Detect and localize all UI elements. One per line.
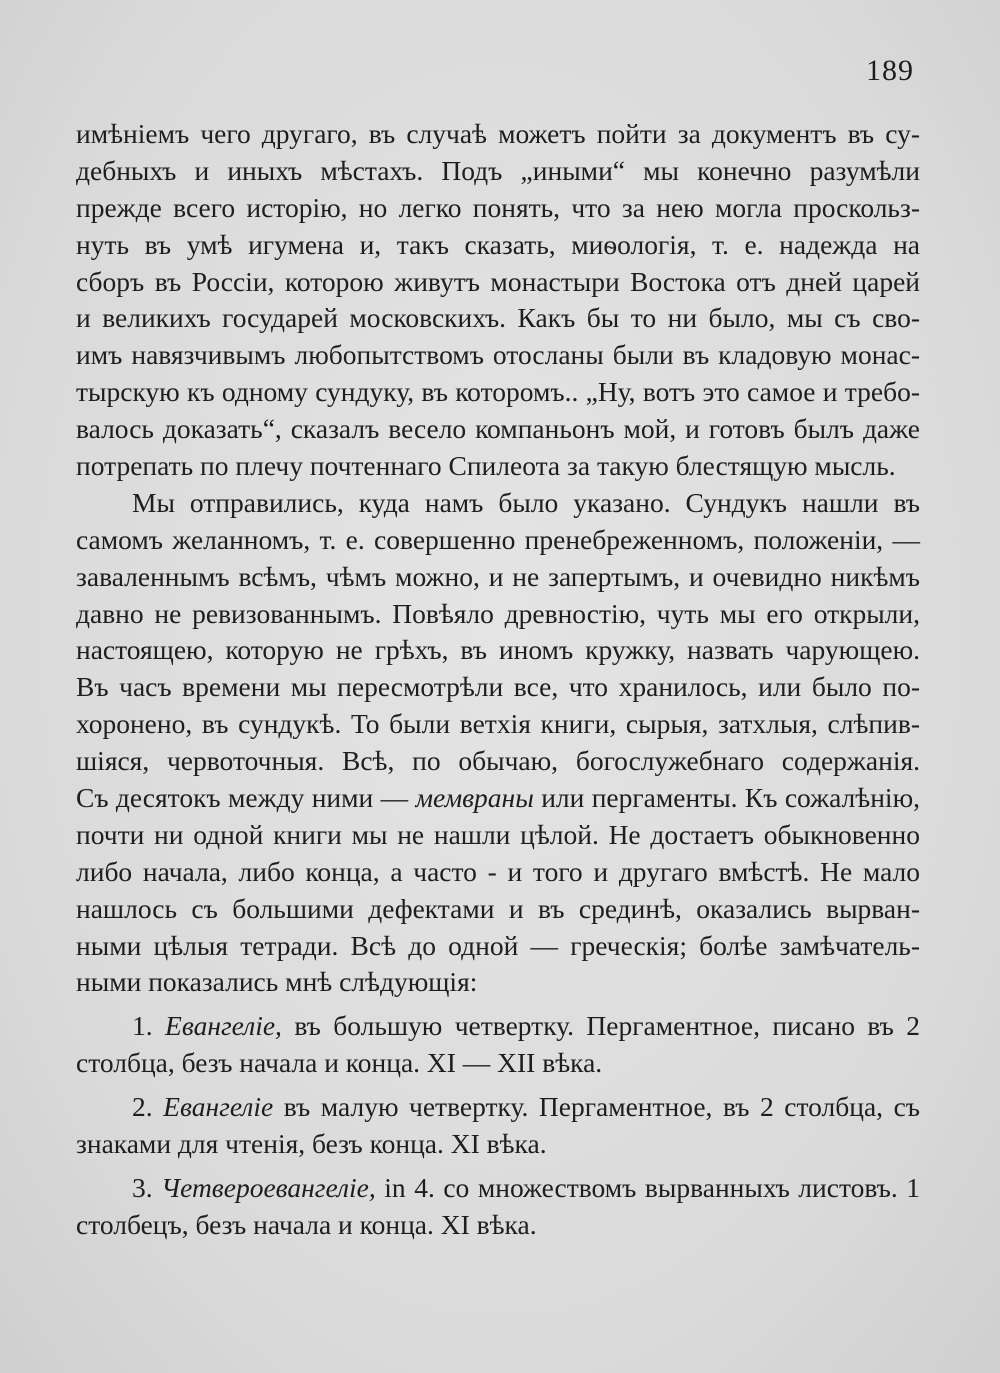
text-line: ными цѣлыя тетради. Всѣ до одной — греческія; болѣе замѣчатель-: [76, 929, 920, 961]
text-line: заваленнымъ всѣмъ, чѣмъ можно, и не запертымъ, и очевидно никѣмъ: [76, 560, 920, 592]
text-line: почти ни одной книги мы не нашли цѣлой. Не достаетъ обыкновенно: [76, 818, 920, 850]
text-line: [76, 780, 920, 817]
list-item-title: Евангеліе,: [165, 1010, 282, 1042]
list-item-line: знаками для чтенія, безъ конца. XI вѣка.: [76, 1128, 547, 1160]
text-line: ными показались мнѣ слѣдующія:: [76, 966, 478, 998]
list-item-text: въ малую четвертку. Пергаментное, въ 2 столбца, съ: [283, 1091, 921, 1123]
list-item-number: 3.: [132, 1171, 153, 1203]
text-line: имѣніемъ чего другаго, въ случаѣ можетъ пойти за документъ въ су-: [76, 118, 920, 149]
text-segment: или пергаменты. Къ сожалѣнію,: [541, 782, 920, 814]
text-line: и великихъ государей московскихъ. Какъ бы то ни было, мы съ сво-: [76, 302, 920, 334]
list-item-title: Четвероевангеліе,: [161, 1171, 376, 1203]
text-segment: Съ десятокъ между ними —: [76, 782, 409, 814]
text-line: нуть въ умѣ игумена и, такъ сказать, миѳологія, т. е. надежда на: [76, 228, 920, 260]
text-line: сборъ въ Россіи, которою живутъ монастыри Востока отъ дней царей: [76, 265, 920, 297]
text-line: самомъ желанномъ, т. е. совершенно пренебреженномъ, положеніи, —: [76, 523, 920, 555]
list-item-number: 2.: [132, 1091, 153, 1123]
body-text: [76, 116, 920, 1244]
list-item-line: столбца, безъ начала и конца. XI — XII вѣка.: [76, 1047, 603, 1079]
text-line: настоящею, которую не грѣхъ, въ иномъ кружку, назвать чарующею.: [76, 634, 920, 666]
list-item-line: [76, 1170, 920, 1207]
text-line: прежде всего исторію, но легко понять, что за нею могла проскольз-: [76, 191, 920, 223]
text-line: нашлось съ большими дефектами и въ срединѣ, оказались вырван-: [76, 892, 920, 924]
text-line: имъ навязчивымъ любопытствомъ отосланы были въ кладовую монас-: [76, 339, 920, 371]
list-item-title: Евангеліе: [163, 1091, 274, 1123]
text-line: Въ часъ времени мы пересмотрѣли все, что хранилось, или было по-: [76, 671, 920, 703]
list-item-number: 1.: [132, 1010, 153, 1042]
list-item-text: in 4. со множествомъ вырванныхъ листовъ. 1: [384, 1171, 921, 1203]
text-line: шіяся, червоточныя. Всѣ, по обычаю, богослужебнаго содержанія.: [76, 745, 920, 777]
page-number: 189: [866, 54, 914, 87]
text-line: Мы отправились, куда намъ было указано. Сундукъ нашли въ: [132, 486, 920, 518]
text-line: либо начала, либо конца, а часто - и того и другаго вмѣстѣ. Не мало: [76, 855, 920, 887]
text-line: дебныхъ и иныхъ мѣстахъ. Подъ „иными“ мы конечно разумѣли: [76, 154, 920, 186]
text-line: тырскую къ одному сундуку, въ которомъ.. „Ну, вотъ это самое и требо-: [76, 376, 920, 408]
text-line: хоронено, въ сундукѣ. То были ветхія книги, сырыя, затхлыя, слѣпив-: [76, 708, 920, 740]
list-item-line: столбецъ, безъ начала и конца. XI вѣка.: [76, 1208, 537, 1240]
italic-term: мемвраны: [415, 782, 534, 814]
text-line: давно не ревизованнымъ. Повѣяло древностію, чуть мы его открыли,: [76, 597, 920, 629]
text-line: валось доказать“, сказалъ весело компаньонъ мой, и готовъ былъ даже: [76, 413, 920, 445]
text-line: потрепать по плечу почтеннаго Спилеота за такую блестящую мысль.: [76, 450, 896, 482]
list-item-text: въ большую четвертку. Пергаментное, писано въ 2: [294, 1010, 921, 1042]
list-item-line: [76, 1008, 920, 1045]
list-item-line: [76, 1089, 920, 1126]
